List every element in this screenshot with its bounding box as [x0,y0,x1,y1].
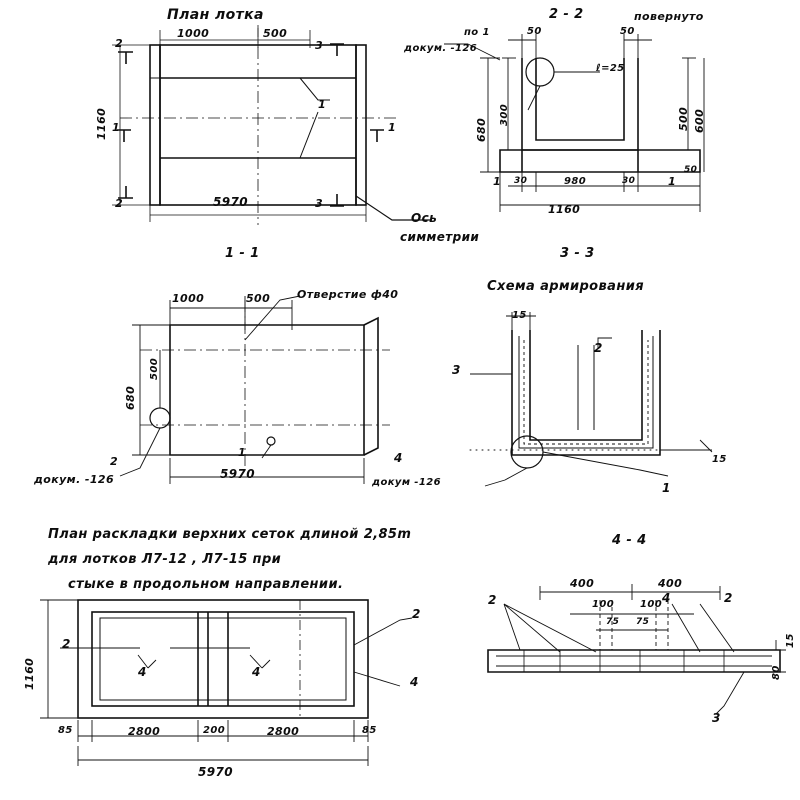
mesh-mark-2b: 2 [412,607,421,621]
section-2-2-dim-30a: 30 [514,176,528,186]
section-1-1-dim-1000: 1000 [172,292,205,305]
section-2-2-dim-1160: 1160 [548,203,581,216]
section-3-3-mark-1: 1 [662,481,671,495]
section-3-3-dim-15a: 15 [512,310,527,321]
section-2-2-dim-300: 300 [499,103,510,126]
plan-dim-2b: 2 [115,197,124,210]
section-2-2-dim-50c: 50 [684,165,698,175]
section-2-2-dim-680: 680 [475,117,488,142]
section-4-4-mark-4: 4 [662,591,671,605]
section-1-1-mark-2: 2 [110,455,119,468]
section-1-1-mark-1: 1 [238,446,247,459]
section-1-1-dim-5970: 5970 [220,467,255,481]
section-4-4-dim-75a: 75 [606,617,620,627]
plan-dim-3b: 3 [315,197,324,210]
section-4-4-mark-2a: 2 [488,593,497,607]
section-2-2-title: 2 - 2 [549,7,584,22]
plan-dim-500: 500 [263,27,288,40]
section-1-1-dim-500: 500 [246,292,271,305]
plan-axis-note-line1: Ось [411,211,438,225]
section-2-2-dim-50a: 50 [527,26,542,37]
mesh-mark-4b: 4 [252,665,261,679]
mesh-dim-85b: 85 [362,725,377,736]
plan-dim-3a: 3 [315,39,324,52]
mesh-dim-2800b: 2800 [267,725,300,738]
section-4-4-mark-2b: 2 [724,591,733,605]
section-2-2-dim-500: 500 [677,106,690,131]
section-4-4-dim-100b: 100 [640,599,663,610]
section-4-4-dim-75b: 75 [636,617,650,627]
section-2-2-mark-1b: 1 [668,175,677,188]
section-3-3-dok: докум -126 [372,477,441,488]
mesh-plan-title-line3: стыке в продольном направлении. [68,577,344,592]
section-4-4-dim-400b: 400 [658,577,683,590]
mesh-plan-title-line2: для лотков Л7-12 , Л7-15 при [48,552,282,567]
section-1-1-dok: докум. -126 [34,473,115,486]
section-4-4-dim-100a: 100 [592,599,615,610]
section-3-3-mark-4: 4 [394,451,403,465]
section-1-1-dim-680: 680 [124,385,137,410]
section-2-2-mark-1a: 1 [493,175,502,188]
section-1-1-hole-note: Отверстие ф40 [297,288,399,301]
mesh-mark-4a: 4 [138,665,147,679]
section-1-1-dim-500v: 500 [149,357,160,380]
section-2-2-dok: докум. -126 [404,43,478,54]
section-3-3-mark-2: 2 [594,341,603,355]
plan-mark-1a: 1 [112,121,121,134]
section-3-3-dim-15b: 15 [712,454,727,465]
section-4-4-dim-15: 15 [785,633,796,648]
section-2-2-subtitle: повернуто [634,10,704,23]
plan-mark-1c: 1 [318,98,327,111]
section-3-3-title: 3 - 3 [560,246,595,261]
section-2-2-dim-50b: 50 [620,26,635,37]
section-2-2-po1: по 1 [464,27,490,38]
section-1-1-title: 1 - 1 [225,246,260,261]
plan-dim-1000: 1000 [177,27,210,40]
section-2-2-radius: ℓ=25 [596,63,625,74]
section-4-4-mark-3: 3 [712,711,721,725]
mesh-dim-2800a: 2800 [128,725,161,738]
mesh-dim-200: 200 [203,725,226,736]
section-2-2-dim-980: 980 [564,176,587,187]
section-4-4-dim-80: 80 [771,665,782,680]
plan-title: План лотка [167,7,264,23]
section-2-2-dim-30b: 30 [622,176,636,186]
mesh-dim-85a: 85 [58,725,73,736]
mesh-mark-2a: 2 [62,637,71,651]
mesh-dim-1160: 1160 [23,657,36,690]
plan-dim-5970: 5970 [213,195,248,209]
section-4-4-title: 4 - 4 [612,533,647,548]
section-3-3-mark-3: 3 [452,363,461,377]
plan-dim-2a: 2 [115,37,124,50]
mesh-plan-title-line1: План раскладки верхних сеток длиной 2,85m [48,527,412,542]
section-4-4-dim-400a: 400 [570,577,595,590]
plan-mark-1b: 1 [388,121,397,134]
plan-dim-1160: 1160 [95,107,108,140]
reinforcement-scheme-title: Схема армирования [487,279,644,294]
section-2-2-dim-600: 600 [693,108,706,133]
mesh-dim-5970: 5970 [198,765,233,779]
mesh-mark-4c: 4 [410,675,419,689]
plan-axis-note-line2: симметрии [400,230,480,244]
